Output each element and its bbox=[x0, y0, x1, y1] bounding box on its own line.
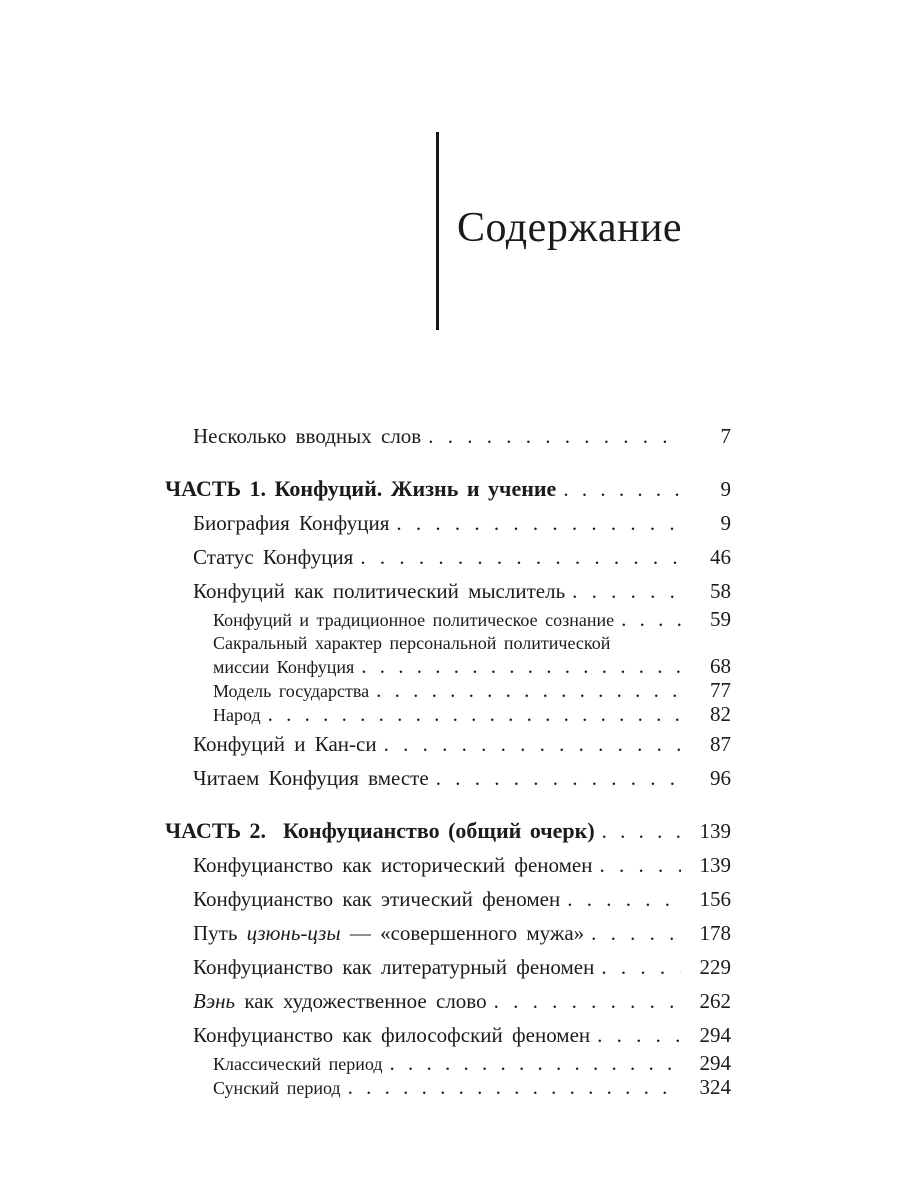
toc-label-italic-term: Вэнь bbox=[193, 989, 236, 1013]
dot-leader bbox=[572, 574, 681, 608]
dot-leader bbox=[599, 848, 681, 882]
toc-page-number: 294 bbox=[699, 1023, 731, 1047]
toc-entry bbox=[165, 984, 731, 1018]
toc-label-text: Конфуцианство как литературный феномен bbox=[193, 955, 595, 979]
dot-leader bbox=[621, 608, 681, 631]
toc-entry bbox=[165, 727, 731, 761]
toc-page-number: 82 bbox=[710, 702, 731, 726]
toc-entry-label bbox=[213, 632, 610, 655]
toc-entry bbox=[165, 1052, 731, 1076]
toc-entry bbox=[165, 608, 731, 632]
toc-entry-label bbox=[165, 814, 595, 848]
toc-entry bbox=[165, 1076, 731, 1100]
toc-page-number: 178 bbox=[699, 921, 731, 945]
dot-leader bbox=[376, 679, 681, 702]
page-title: Содержание bbox=[457, 205, 683, 251]
dot-leader bbox=[591, 916, 681, 950]
toc-page-number: 96 bbox=[710, 766, 731, 790]
dot-leader bbox=[597, 1018, 681, 1052]
toc-label-text: Конфуций и традиционное политическое сознание bbox=[213, 610, 615, 630]
toc-label-text: Статус Конфуция bbox=[193, 545, 354, 569]
toc-label-text: Сакральный характер персональной политической bbox=[213, 633, 611, 653]
toc-entry bbox=[165, 950, 731, 984]
toc-entry-label bbox=[193, 916, 584, 950]
dot-leader bbox=[384, 727, 681, 761]
toc-entry-label bbox=[193, 848, 592, 882]
toc-page-number: 87 bbox=[710, 732, 731, 756]
toc-part-heading bbox=[165, 472, 731, 506]
toc-label-text: как художественное слово bbox=[235, 989, 487, 1013]
toc-page-number: 139 bbox=[699, 819, 731, 843]
toc-entry bbox=[165, 916, 731, 950]
toc-page-number: 294 bbox=[699, 1051, 731, 1075]
title-vertical-rule bbox=[436, 132, 439, 330]
toc-label-text: Конфуцианство как исторический феномен bbox=[193, 853, 593, 877]
toc-entry bbox=[165, 848, 731, 882]
toc-entry-label bbox=[213, 704, 261, 727]
toc-entry-label bbox=[193, 950, 594, 984]
toc-label-text: Модель государства bbox=[213, 681, 370, 701]
toc-label-text: Биография Конфуция bbox=[193, 511, 390, 535]
toc-label-text: Конфуций как политический мыслитель bbox=[193, 579, 566, 603]
toc-page-number: 58 bbox=[710, 579, 731, 603]
toc-label-text: Несколько вводных слов bbox=[193, 424, 422, 448]
toc-label-text: ЧАСТЬ 1. Конфуций. Жизнь и учение bbox=[165, 476, 557, 501]
dot-leader bbox=[602, 814, 681, 848]
toc-entry-label bbox=[213, 1077, 341, 1100]
toc-page-number: 68 bbox=[710, 654, 731, 678]
toc-entry-label bbox=[165, 472, 556, 506]
toc-page-number: 59 bbox=[710, 607, 731, 631]
toc-entry bbox=[165, 1018, 731, 1052]
toc-entry-label bbox=[193, 984, 487, 1018]
toc-entry bbox=[165, 506, 731, 540]
toc-entry bbox=[165, 679, 731, 703]
dot-leader bbox=[563, 472, 681, 506]
toc-entry bbox=[165, 632, 731, 655]
toc-entry-label bbox=[193, 419, 421, 453]
dot-leader bbox=[389, 1052, 681, 1075]
dot-leader bbox=[396, 506, 681, 540]
toc-page-number: 77 bbox=[710, 678, 731, 702]
toc-page-number: 9 bbox=[720, 511, 731, 535]
toc-label-italic-term: цзюнь-цзы bbox=[246, 921, 341, 945]
toc-entry-label bbox=[193, 574, 565, 608]
toc-entry-label bbox=[193, 727, 377, 761]
toc-entry bbox=[165, 419, 731, 453]
toc-label-text: ЧАСТЬ 2. Конфуцианство (общий очерк) bbox=[165, 818, 595, 843]
toc-label-text: миссии Конфуция bbox=[213, 657, 355, 677]
toc-entry-label bbox=[213, 680, 369, 703]
toc-entry bbox=[165, 761, 731, 795]
toc bbox=[165, 419, 731, 1100]
toc-entry bbox=[165, 655, 731, 679]
toc-page-number: 324 bbox=[699, 1075, 731, 1099]
toc-label-text: Путь bbox=[193, 921, 247, 945]
dot-leader bbox=[361, 655, 681, 678]
toc-label-text: Читаем Конфуция вместе bbox=[193, 766, 429, 790]
toc-label-text: — «совершенного мужа» bbox=[340, 921, 585, 945]
dot-leader bbox=[494, 984, 681, 1018]
toc-entry-label bbox=[193, 882, 560, 916]
toc-entry-label bbox=[193, 1018, 590, 1052]
toc-entry-label bbox=[213, 656, 354, 679]
dot-leader bbox=[601, 950, 681, 984]
toc-entry-label bbox=[193, 761, 429, 795]
toc-label-text: Конфуций и Кан-си bbox=[193, 732, 377, 756]
toc-label-text: Конфуцианство как этический феномен bbox=[193, 887, 561, 911]
dot-leader bbox=[360, 540, 681, 574]
toc-part-heading bbox=[165, 814, 731, 848]
toc-page-number: 9 bbox=[720, 477, 731, 501]
toc-page-number: 156 bbox=[699, 887, 731, 911]
toc-label-text: Классический период bbox=[213, 1054, 383, 1074]
toc-entry bbox=[165, 703, 731, 727]
toc-label-text: Народ bbox=[213, 705, 261, 725]
dot-leader bbox=[436, 761, 681, 795]
dot-leader bbox=[348, 1076, 681, 1099]
toc-entry bbox=[165, 574, 731, 608]
toc-page-number: 229 bbox=[699, 955, 731, 979]
toc-entry-label bbox=[213, 609, 614, 632]
dot-leader bbox=[268, 703, 681, 726]
toc-entry bbox=[165, 540, 731, 574]
toc-entry-label bbox=[193, 540, 353, 574]
dot-leader bbox=[428, 419, 681, 453]
toc-page-number: 7 bbox=[720, 424, 731, 448]
toc-label-text: Конфуцианство как философский феномен bbox=[193, 1023, 591, 1047]
dot-leader bbox=[567, 882, 681, 916]
toc-page-number: 46 bbox=[710, 545, 731, 569]
toc-page-number: 139 bbox=[699, 853, 731, 877]
toc-entry-label bbox=[213, 1053, 382, 1076]
toc-entry bbox=[165, 882, 731, 916]
toc-page-number: 262 bbox=[699, 989, 731, 1013]
toc-label-text: Сунский период bbox=[213, 1078, 341, 1098]
toc-entry-label bbox=[193, 506, 389, 540]
